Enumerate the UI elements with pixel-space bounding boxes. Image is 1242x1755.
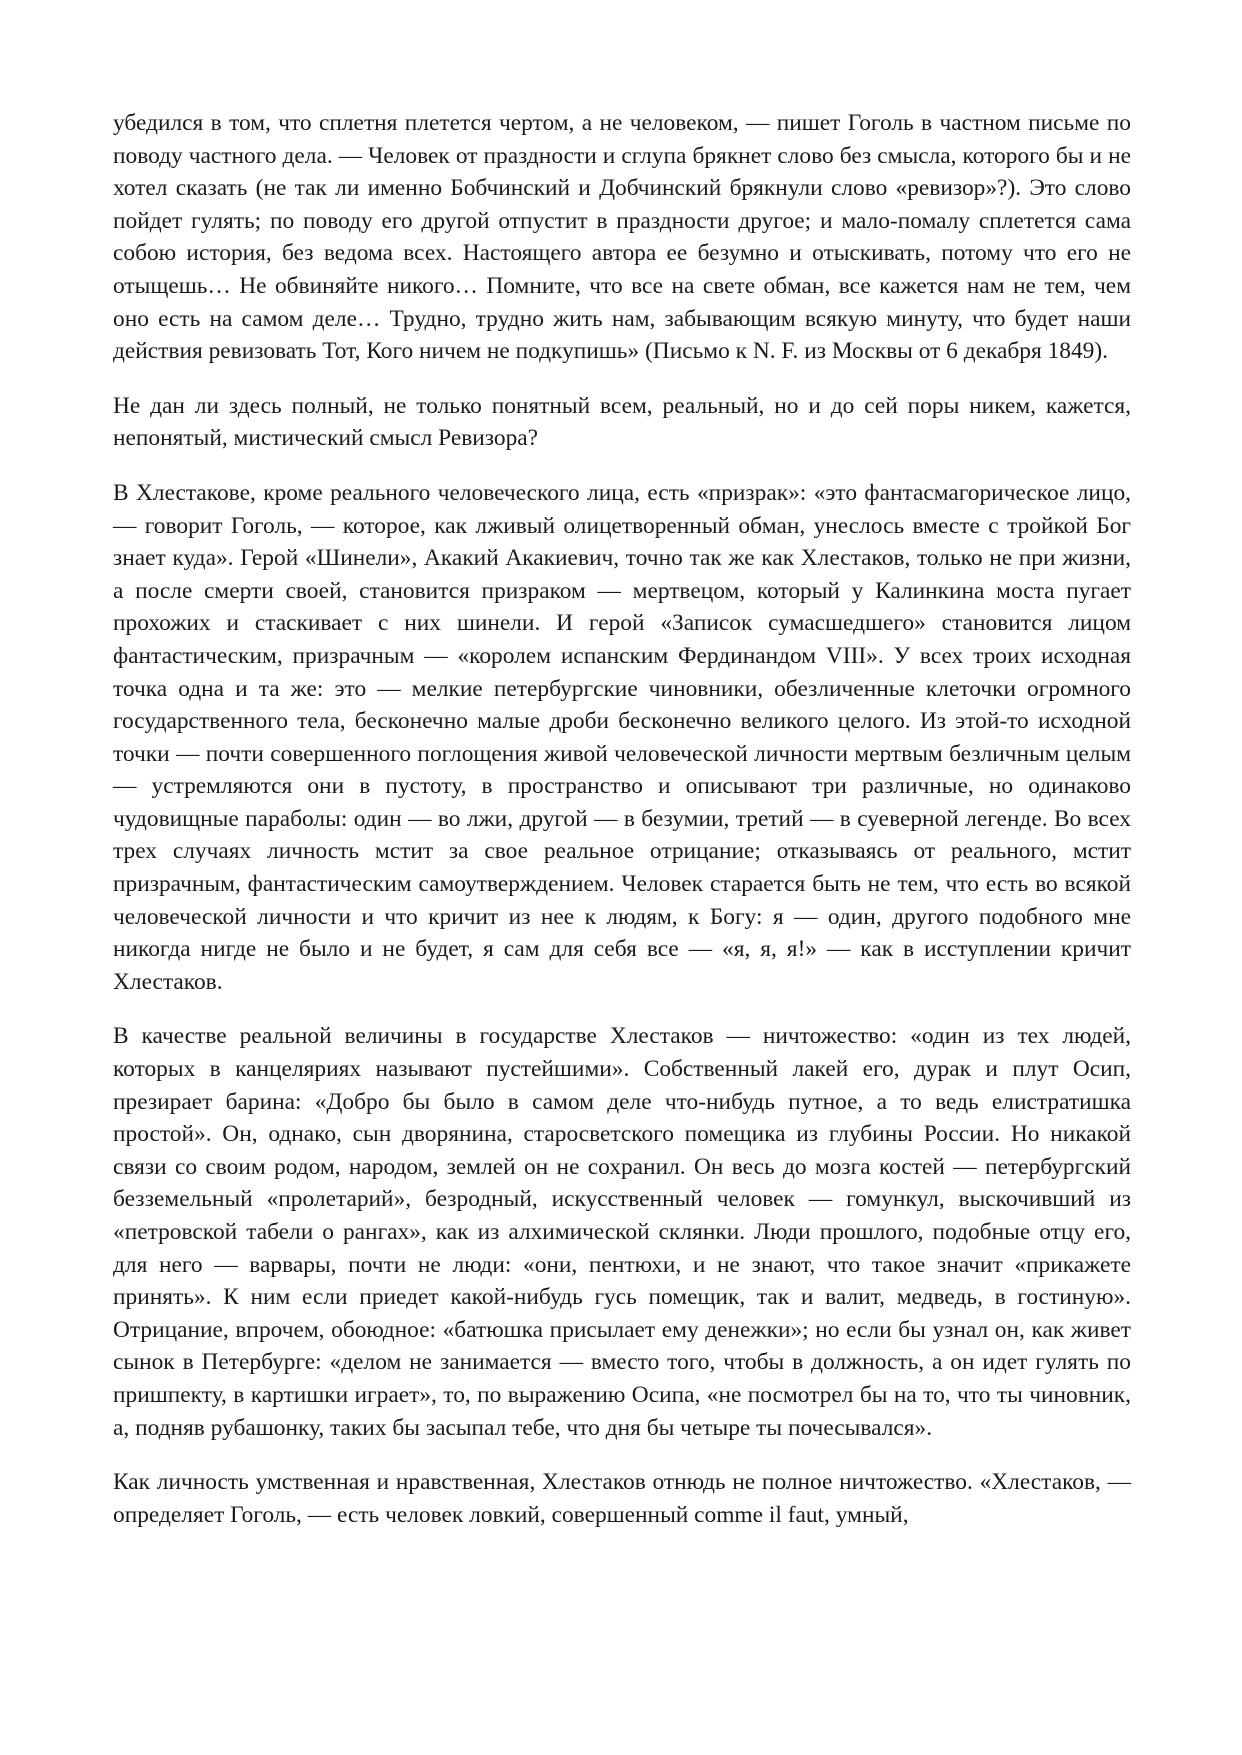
page-body — [113, 107, 1131, 1553]
paragraph-phantom-heroes: В Хлестакове, кроме реального человеческого лица, есть «призрак»: «это фантасмагорическое лицо, — говорит Гоголь, — которое, как лживый олицетворенный обман, унеслось вместе с тройкой Бог знает куда». Герой «Шинели», Акакий Акакиевич, точно так же как Хлестаков, только не при жизни, а после смерти своей, становится призраком — мертвецом, который у Калинкина моста пугает прохожих и стаскивает с них шинели. И герой «Записок сумасшедшего» становится лицом фантастическим, призрачным — «королем испанским Фердинандом VIII». У всех троих исходная точка одна и та же: это — мелкие петербургские чиновники, обезличенные клеточки огромного государственного тела, бесконечно малые дроби бесконечно великого целого. Из этой-то исходной точки — почти совершенного поглощения живой человеческой личности мертвым безличным целым — устремляются они в пустоту, в пространство и описывают три различные, но одинаково чудовищные параболы: один — во лжи, другой — в безумии, третий — в суеверной легенде. Во всех трех случаях личность мстит за свое реальное отрицание; отказываясь от реального, мстит призрачным, фантастическим самоутверждением. Человек старается быть не тем, что есть во всякой человеческой личности и что кричит из нее к людям, к Богу: я — один, другого подобного мне никогда нигде не было и не будет, я сам для себя все — «я, я, я!» — как в исступлении кричит Хлестаков. — [113, 479, 1131, 995]
paragraph-khlestakov-nothingness: В качестве реальной величины в государстве Хлестаков — ничтожество: «один из тех людей, которых в канцеляриях называют пустейшими». Собственный лакей его, дурак и плут Осип, презирает барина: «Добро бы было в самом деле что-нибудь путное, а то ведь елистратишка простой». Он, однако, сын дворянина, старосветского помещика из глубины России. Но никакой связи со своим родом, народом, землей он не сохранил. Он весь до мозга костей — петербургский безземельный «пролетарий», безродный, искусственный человек — гомункул, выскочивший из «петровской табели о рангах», как из алхимической склянки. Люди прошлого, подобные отцу его, для него — варвары, почти не люди: «они, пентюхи, и не знают, что такое значит «прикажете принять». К ним если приедет какой-нибудь гусь помещик, так и валит, медведь, в гостиную». Отрицание, впрочем, обоюдное: «батюшка присылает ему денежки»; но если бы узнал он, как живет сынок в Петербурге: «делом не занимается — вместо того, чтобы в должность, а он идет гулять по пришпекту, в картишки играет», то, по выражению Осипа, «не посмотрел бы на то, что ты чиновник, а, подняв рубашонку, таких бы засыпал тебе, что дня бы четыре ты почесывался». — [113, 1023, 1131, 1441]
paragraph-mystical-meaning: Не дан ли здесь полный, не только понятный всем, реальный, но и до сей поры никем, кажется, непонятый, мистический смысл Ревизора? — [113, 392, 1131, 452]
paragraph-gossip-letter: убедился в том, что сплетня плетется чертом, а не человеком, — пишет Гоголь в частном письме по поводу частного дела. — Человек от праздности и сглупа брякнет слово без смысла, которого бы и не хотел сказать (не так ли именно Бобчинский и Добчинский брякнули слово «ревизор»?). Это слово пойдет гулять; по поводу его другой отпустит в праздности другое; и мало-помалу сплетется сама собою история, без ведома всех. Настоящего автора ее безумно и отыскивать, потому что его не отыщешь… Не обвиняйте никого… Помните, что все на свете обман, все кажется нам не тем, чем оно есть на самом деле… Трудно, трудно жить нам, забывающим всякую минуту, что будет наши действия ревизовать Тот, Кого ничем не подкупишь» (Письмо к N. F. из Москвы от 6 декабря 1849). — [113, 110, 1131, 365]
paragraph-khlestakov-personality: Как личность умственная и нравственная, Хлестаков отнюдь не полное ничтожество. «Хлестаков, — определяет Гоголь, — есть человек ловкий, совершенный comme il faut, умный, — [113, 1469, 1131, 1528]
